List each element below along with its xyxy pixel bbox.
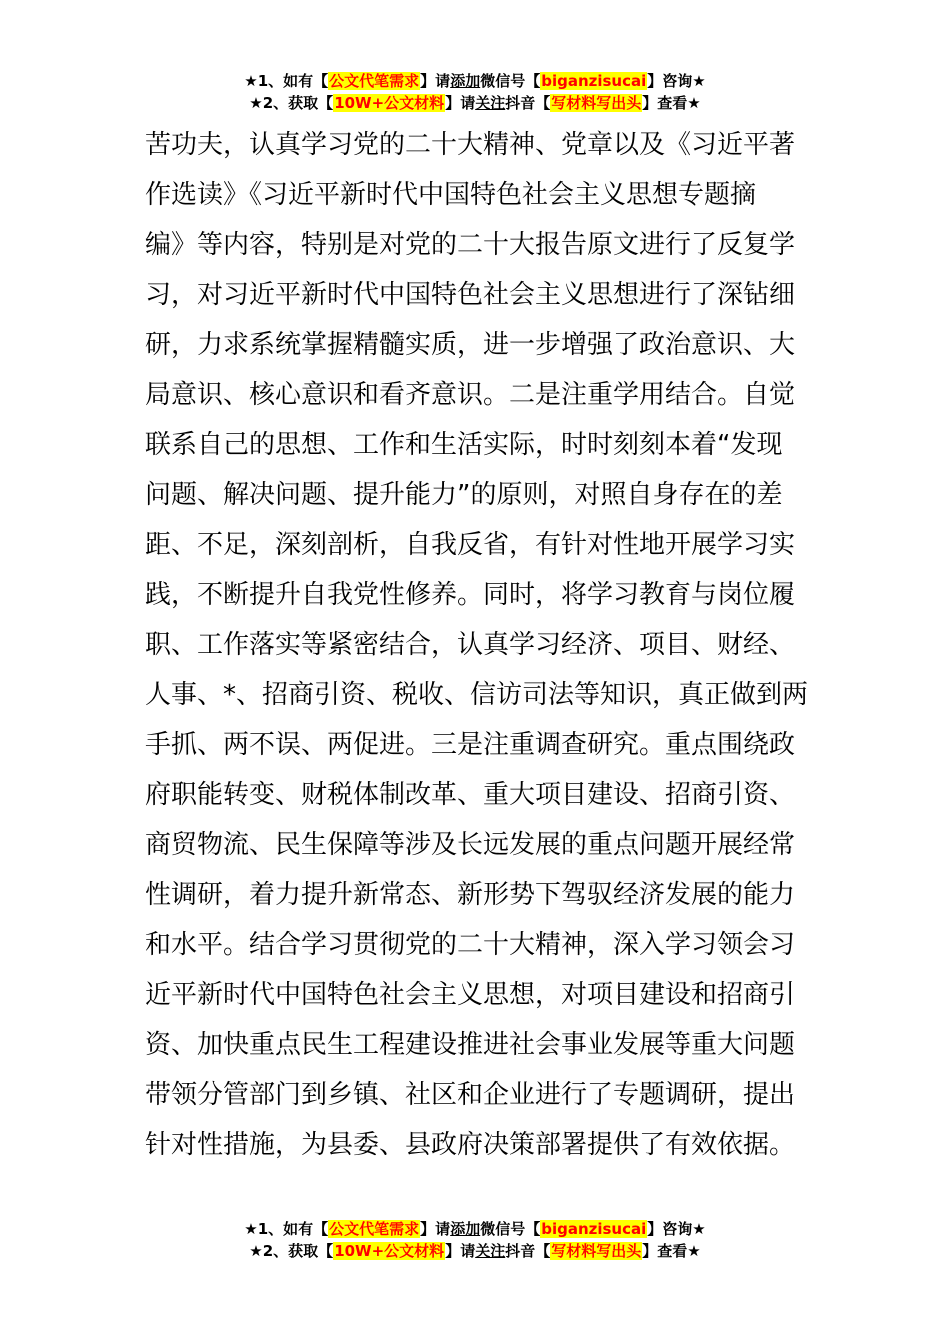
body-line: 和水平。结合学习贯彻党的二十大精神，深入学习领会习 xyxy=(145,930,796,960)
body-line: 职、工作落实等紧密结合，认真学习经济、项目、财经、 xyxy=(145,630,796,660)
banner-text: 】查看★ xyxy=(642,1242,701,1260)
body-line: 编》等内容，特别是对党的二十大报告原文进行了反复学 xyxy=(145,230,796,260)
highlight-service: 公文代笔需求 xyxy=(329,72,420,90)
banner-text: ★1、如有【 xyxy=(244,1220,329,1238)
banner-line-2 xyxy=(0,1240,950,1262)
banner-text: 】咨询★ xyxy=(647,1220,706,1238)
highlight-wechat-id: biganzisucai xyxy=(541,72,647,90)
body-line: 人事、*、招商引资、税收、信访司法等知识，真正做到两 xyxy=(145,680,809,710)
body-line: 联系自己的思想、工作和生活实际，时时刻刻本着“发现 xyxy=(145,430,783,460)
highlight-service: 公文代笔需求 xyxy=(329,1220,420,1238)
highlight-materials: 10W+公文材料 xyxy=(334,1242,445,1260)
banner-line-1 xyxy=(0,70,950,92)
banner-line-2 xyxy=(0,92,950,114)
body-line: 性调研，着力提升新常态、新形势下驾驭经济发展的能力 xyxy=(145,880,796,910)
banner-text: 】请 xyxy=(420,72,451,90)
banner-text: 】请 xyxy=(445,1242,476,1260)
document-body xyxy=(145,120,810,1170)
body-line: 问题、解决问题、提升能力”的原则，对照自身存在的差 xyxy=(145,480,783,510)
banner-text: 微信号【 xyxy=(480,1220,541,1238)
body-line: 近平新时代中国特色社会主义思想，对项目建设和招商引 xyxy=(145,980,796,1010)
banner-text: 抖音【 xyxy=(505,94,551,112)
body-line: 针对性措施，为县委、县政府决策部署提供了有效依据。 xyxy=(145,1130,796,1160)
body-line: 府职能转变、财税体制改革、重大项目建设、招商引资、 xyxy=(145,780,796,810)
underlined-text: 关注 xyxy=(475,94,506,112)
footer-banner xyxy=(0,1218,950,1262)
highlight-wechat-id: biganzisucai xyxy=(541,1220,647,1238)
highlight-douyin-account: 写材料写出头 xyxy=(551,94,642,112)
body-line: 带领分管部门到乡镇、社区和企业进行了专题调研，提出 xyxy=(145,1080,796,1110)
banner-text: 微信号【 xyxy=(480,72,541,90)
body-line: 研，力求系统掌握精髓实质，进一步增强了政治意识、大 xyxy=(145,330,796,360)
body-line: 手抓、两不误、两促进。三是注重调查研究。重点围绕政 xyxy=(145,730,796,760)
banner-text: 】请 xyxy=(420,1220,451,1238)
highlight-douyin-account: 写材料写出头 xyxy=(551,1242,642,1260)
highlight-materials: 10W+公文材料 xyxy=(334,94,445,112)
body-line: 习，对习近平新时代中国特色社会主义思想进行了深钻细 xyxy=(145,280,796,310)
body-line: 距、不足，深刻剖析，自我反省，有针对性地开展学习实 xyxy=(145,530,796,560)
banner-text: 】查看★ xyxy=(642,94,701,112)
body-line: 践，不断提升自我党性修养。同时，将学习教育与岗位履 xyxy=(145,580,796,610)
banner-text: 】请 xyxy=(445,94,476,112)
banner-text: ★1、如有【 xyxy=(244,72,329,90)
banner-text: 】咨询★ xyxy=(647,72,706,90)
banner-text: ★2、获取【 xyxy=(249,1242,334,1260)
banner-line-1 xyxy=(0,1218,950,1240)
body-line: 资、加快重点民生工程建设推进社会事业发展等重大问题 xyxy=(145,1030,796,1060)
underlined-text: 关注 xyxy=(475,1242,506,1260)
banner-text: ★2、获取【 xyxy=(249,94,334,112)
body-line: 商贸物流、民生保障等涉及长远发展的重点问题开展经常 xyxy=(145,830,796,860)
body-line: 作选读》《习近平新时代中国特色社会主义思想专题摘 xyxy=(145,180,757,210)
banner-text: 抖音【 xyxy=(505,1242,551,1260)
header-banner xyxy=(0,70,950,114)
underlined-text: 添加 xyxy=(450,72,481,90)
body-line: 局意识、核心意识和看齐意识。二是注重学用结合。自觉 xyxy=(145,380,796,410)
body-line: 苦功夫，认真学习党的二十大精神、党章以及《习近平著 xyxy=(145,130,796,160)
underlined-text: 添加 xyxy=(450,1220,481,1238)
